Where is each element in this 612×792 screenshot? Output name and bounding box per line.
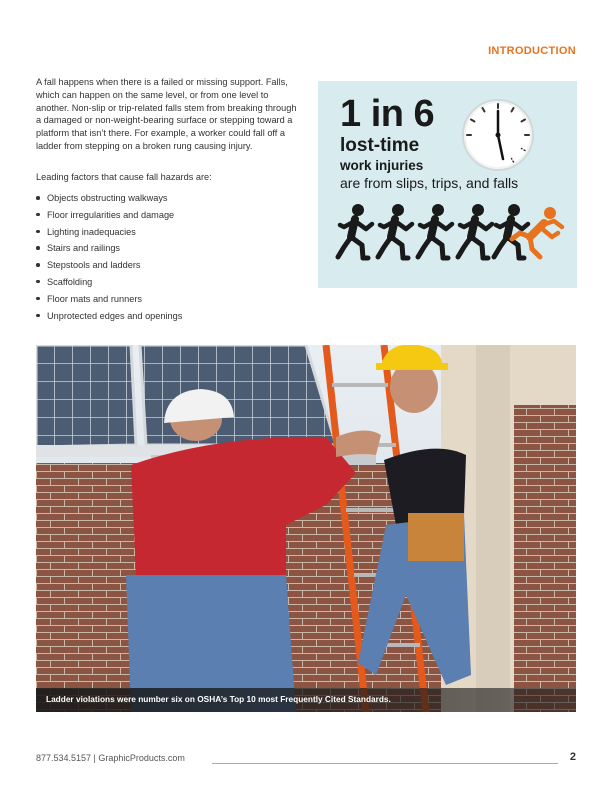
- clock-icon: [460, 97, 536, 173]
- page-number: 2: [569, 751, 576, 763]
- caption-bar: [36, 688, 576, 712]
- statistic-line-1: lost-time: [340, 135, 420, 156]
- list-item: Lighting inadequacies: [36, 224, 182, 241]
- bullet-icon: [36, 314, 40, 318]
- running-figure-icon: [378, 204, 412, 258]
- list-item: Stepstools and ladders: [36, 257, 182, 274]
- bullet-icon: [36, 230, 40, 234]
- bullet-icon: [36, 263, 40, 267]
- list-item: Objects obstructing walkways: [36, 190, 182, 207]
- list-item: Scaffolding: [36, 274, 182, 291]
- bullet-icon: [36, 213, 40, 217]
- bullet-icon: [36, 196, 40, 200]
- photo-caption: Ladder violations were number six on OSHA’s Top 10 most Frequently Cited Standards.: [46, 694, 391, 704]
- statistic-line-3: are from slips, trips, and falls: [340, 175, 519, 191]
- running-figures-icon: [332, 203, 566, 263]
- running-figure-icon: [418, 204, 452, 258]
- running-figure-icon: [338, 204, 372, 258]
- bullet-icon: [36, 297, 40, 301]
- hazards-lead: Leading factors that cause fall hazards are:: [36, 172, 212, 182]
- hazards-list: [36, 190, 182, 324]
- photo-illustration: [36, 345, 576, 712]
- footer-divider: [212, 763, 558, 764]
- list-item: Floor mats and runners: [36, 291, 182, 308]
- running-figure-icon: [494, 204, 528, 258]
- list-item: Unprotected edges and openings: [36, 308, 182, 325]
- statistic-line-2: work injuries: [340, 158, 424, 173]
- statistic-callout: [318, 81, 577, 288]
- bullet-icon: [36, 246, 40, 250]
- footer-contact: 877.534.5157 | GraphicProducts.com: [36, 753, 185, 763]
- running-figure-icon: [458, 204, 492, 258]
- statistic-ratio: 1 in 6: [340, 93, 435, 135]
- bullet-icon: [36, 280, 40, 284]
- section-title: INTRODUCTION: [488, 45, 576, 57]
- list-item: Stairs and railings: [36, 240, 182, 257]
- intro-paragraph: A fall happens when there is a failed or missing support. Falls, which can happen on the same level, or from one level to another. Non-slip or trip-related falls stem from breaking through a damaged or non-weight-bearing surface or stepping toward a platform that isn’t there. For example, a worker could fall off a ladder from stepping on a broken rung causing injury.: [36, 77, 297, 151]
- list-item: Floor irregularities and damage: [36, 207, 182, 224]
- ladder-work-photo: [36, 345, 576, 712]
